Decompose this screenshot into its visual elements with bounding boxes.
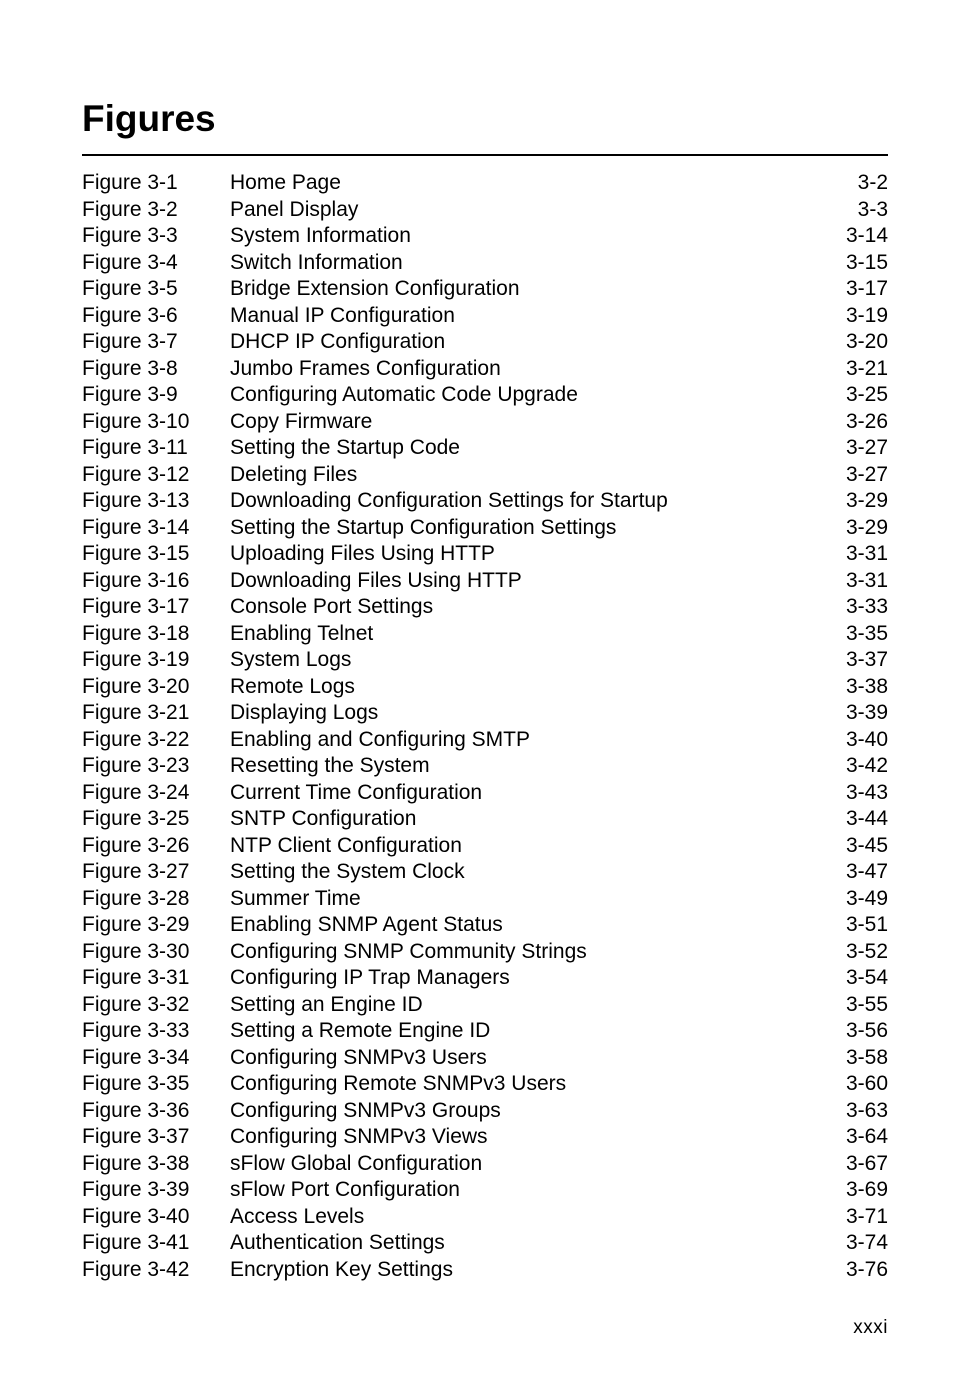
figure-number: Figure 3-7 <box>82 330 178 353</box>
figure-page-ref: 3-56 <box>845 1019 888 1042</box>
page-number: xxxi <box>853 1317 888 1338</box>
figure-entry[interactable] <box>82 1018 888 1045</box>
figure-entry[interactable] <box>82 700 888 727</box>
figure-page-ref: 3-52 <box>845 939 888 963</box>
figure-title: Downloading Configuration Settings for Startup <box>230 489 668 512</box>
figure-page-ref: 3-27 <box>845 436 888 459</box>
figure-number: Figure 3-23 <box>82 754 190 777</box>
figure-number: Figure 3-38 <box>82 1151 190 1175</box>
figure-title: Enabling Telnet <box>230 621 374 645</box>
figure-title: Enabling and Configuring SMTP <box>230 727 531 751</box>
figure-entry[interactable] <box>82 382 888 409</box>
figure-entry[interactable] <box>82 1045 888 1072</box>
figure-number: Figure 3-11 <box>82 436 188 459</box>
figure-entry[interactable] <box>82 939 888 966</box>
figure-title: sFlow Global Configuration <box>230 1151 483 1175</box>
figure-page-ref: 3-21 <box>845 356 888 380</box>
figure-title: Uploading Files Using HTTP <box>230 542 495 565</box>
figure-page-ref: 3-31 <box>845 568 888 592</box>
figure-page-ref: 3-37 <box>845 648 888 671</box>
figure-page-ref: 3-29 <box>845 489 888 512</box>
figure-title: Downloading Files Using HTTP <box>230 568 522 592</box>
figure-title: System Logs <box>230 648 352 671</box>
figure-title: Configuring SNMPv3 Users <box>230 1045 487 1069</box>
figure-entry[interactable] <box>82 674 888 701</box>
figure-number: Figure 3-40 <box>82 1204 190 1228</box>
figure-number: Figure 3-2 <box>82 197 178 221</box>
figure-entry[interactable] <box>82 329 888 356</box>
figure-number: Figure 3-29 <box>82 913 190 936</box>
figure-number: Figure 3-33 <box>82 1019 190 1042</box>
figure-title: Configuring SNMP Community Strings <box>230 939 587 963</box>
figure-entry[interactable] <box>82 170 888 197</box>
figure-number: Figure 3-31 <box>82 966 190 989</box>
figure-title: Enabling SNMP Agent Status <box>230 913 503 936</box>
figure-title: NTP Client Configuration <box>230 833 462 857</box>
figure-entry[interactable] <box>82 250 888 277</box>
figure-title: Displaying Logs <box>230 701 379 724</box>
figure-number: Figure 3-4 <box>82 250 178 274</box>
figure-entry[interactable] <box>82 488 888 515</box>
figure-list <box>82 170 888 1283</box>
figure-title: Home Page <box>230 171 341 194</box>
figure-title: Setting the System Clock <box>230 860 465 883</box>
figure-title: Configuring SNMPv3 Groups <box>230 1098 501 1122</box>
figure-page-ref: 3-39 <box>845 701 888 724</box>
figure-page-ref: 3-20 <box>845 330 888 353</box>
figure-number: Figure 3-27 <box>82 860 190 883</box>
figure-entry[interactable] <box>82 859 888 886</box>
figure-title: Authentication Settings <box>230 1231 445 1254</box>
figure-entry[interactable] <box>82 594 888 621</box>
figure-entry[interactable] <box>82 1151 888 1178</box>
figure-number: Figure 3-41 <box>82 1231 190 1254</box>
figure-number: Figure 3-32 <box>82 992 190 1016</box>
figure-entry[interactable] <box>82 276 888 303</box>
figure-title: Current Time Configuration <box>230 780 483 804</box>
figure-page-ref: 3-58 <box>845 1045 888 1069</box>
figure-entry[interactable] <box>82 515 888 542</box>
figure-page-ref: 3-14 <box>845 224 888 247</box>
figure-entry[interactable] <box>82 409 888 436</box>
figure-title: Configuring SNMPv3 Views <box>230 1125 488 1148</box>
figure-title: Remote Logs <box>230 674 355 698</box>
figure-title: System Information <box>230 224 411 247</box>
figure-title: Configuring Automatic Code Upgrade <box>230 383 578 406</box>
figure-title: Console Port Settings <box>230 595 434 618</box>
figure-page-ref: 3-2 <box>857 171 888 194</box>
figure-title: Configuring IP Trap Managers <box>230 966 510 989</box>
figure-entry[interactable] <box>82 1071 888 1098</box>
figure-entry[interactable] <box>82 435 888 462</box>
figure-number: Figure 3-39 <box>82 1178 190 1201</box>
figure-number: Figure 3-15 <box>82 542 190 565</box>
figure-title: SNTP Configuration <box>230 807 417 830</box>
figure-page-ref: 3-47 <box>845 860 888 883</box>
figure-page-ref: 3-31 <box>845 542 888 565</box>
figure-page-ref: 3-3 <box>857 197 888 221</box>
figure-page-ref: 3-27 <box>845 462 888 486</box>
figure-number: Figure 3-6 <box>82 303 178 327</box>
figure-title: Manual IP Configuration <box>230 303 455 327</box>
figure-entry[interactable] <box>82 621 888 648</box>
figure-number: Figure 3-8 <box>82 356 178 380</box>
figure-number: Figure 3-16 <box>82 568 190 592</box>
figure-entry[interactable] <box>82 965 888 992</box>
figure-number: Figure 3-42 <box>82 1257 190 1281</box>
figure-entry[interactable] <box>82 462 888 489</box>
figure-entry[interactable] <box>82 753 888 780</box>
figure-entry[interactable] <box>82 833 888 860</box>
figure-number: Figure 3-25 <box>82 807 190 830</box>
figure-entry[interactable] <box>82 806 888 833</box>
figure-page-ref: 3-42 <box>845 754 888 777</box>
figure-entry[interactable] <box>82 1177 888 1204</box>
figure-number: Figure 3-18 <box>82 621 190 645</box>
figure-number: Figure 3-37 <box>82 1125 190 1148</box>
figure-title: Deleting Files <box>230 462 358 486</box>
figure-entry[interactable] <box>82 992 888 1019</box>
figure-title: Switch Information <box>230 250 403 274</box>
figure-number: Figure 3-34 <box>82 1045 190 1069</box>
figure-title: DHCP IP Configuration <box>230 330 446 353</box>
figure-entry[interactable] <box>82 568 888 595</box>
figure-page-ref: 3-64 <box>845 1125 888 1148</box>
figure-number: Figure 3-10 <box>82 409 190 433</box>
figure-page-ref: 3-71 <box>845 1204 888 1228</box>
figure-title: sFlow Port Configuration <box>230 1178 460 1201</box>
figure-title: Setting a Remote Engine ID <box>230 1019 491 1042</box>
figure-page-ref: 3-19 <box>845 303 888 327</box>
figure-page-ref: 3-45 <box>845 833 888 857</box>
figure-title: Jumbo Frames Configuration <box>230 356 501 380</box>
figure-number: Figure 3-13 <box>82 489 190 512</box>
page-title: Figures <box>82 98 216 139</box>
figure-title: Summer Time <box>230 886 361 910</box>
figure-entry[interactable] <box>82 1257 888 1284</box>
figure-entry[interactable] <box>82 197 888 224</box>
figure-number: Figure 3-36 <box>82 1098 190 1122</box>
figure-page-ref: 3-69 <box>845 1178 888 1201</box>
figure-number: Figure 3-28 <box>82 886 190 910</box>
figure-page-ref: 3-15 <box>845 250 888 274</box>
figure-number: Figure 3-12 <box>82 462 190 486</box>
figure-entry[interactable] <box>82 1230 888 1257</box>
figure-page-ref: 3-49 <box>845 886 888 910</box>
figure-entry[interactable] <box>82 647 888 674</box>
figure-title: Setting the Startup Code <box>230 436 460 459</box>
figure-number: Figure 3-21 <box>82 701 190 724</box>
figure-page-ref: 3-25 <box>845 383 888 406</box>
figure-entry[interactable] <box>82 1124 888 1151</box>
figure-number: Figure 3-35 <box>82 1072 190 1095</box>
figure-entry[interactable] <box>82 780 888 807</box>
figure-entry[interactable] <box>82 727 888 754</box>
figure-number: Figure 3-22 <box>82 727 190 751</box>
figure-page-ref: 3-51 <box>845 913 888 936</box>
figure-number: Figure 3-5 <box>82 277 178 300</box>
figure-entry[interactable] <box>82 303 888 330</box>
figure-entry[interactable] <box>82 1204 888 1231</box>
figure-title: Resetting the System <box>230 754 430 777</box>
figure-page-ref: 3-26 <box>845 409 888 433</box>
figure-entry[interactable] <box>82 356 888 383</box>
figure-number: Figure 3-24 <box>82 780 190 804</box>
figure-entry[interactable] <box>82 1098 888 1125</box>
figure-title: Bridge Extension Configuration <box>230 277 520 300</box>
figure-number: Figure 3-19 <box>82 648 190 671</box>
figure-title: Configuring Remote SNMPv3 Users <box>230 1072 567 1095</box>
figure-page-ref: 3-74 <box>845 1231 888 1254</box>
figure-page-ref: 3-33 <box>845 595 888 618</box>
figure-entry[interactable] <box>82 912 888 939</box>
figure-page-ref: 3-17 <box>845 277 888 300</box>
figure-page-ref: 3-54 <box>845 966 888 989</box>
figure-entry[interactable] <box>82 886 888 913</box>
figure-title: Setting an Engine ID <box>230 992 423 1016</box>
figure-number: Figure 3-14 <box>82 515 190 539</box>
figure-entry[interactable] <box>82 541 888 568</box>
figure-page-ref: 3-35 <box>845 621 888 645</box>
figure-entry[interactable] <box>82 223 888 250</box>
figure-number: Figure 3-26 <box>82 833 190 857</box>
figure-number: Figure 3-1 <box>82 171 178 194</box>
figure-title: Panel Display <box>230 197 359 221</box>
figure-title: Copy Firmware <box>230 409 373 433</box>
figure-page-ref: 3-40 <box>845 727 888 751</box>
figure-page-ref: 3-55 <box>845 992 888 1016</box>
figure-title: Encryption Key Settings <box>230 1257 453 1281</box>
figure-page-ref: 3-29 <box>845 515 888 539</box>
figure-page-ref: 3-67 <box>845 1151 888 1175</box>
figure-number: Figure 3-20 <box>82 674 190 698</box>
figure-number: Figure 3-30 <box>82 939 190 963</box>
figure-title: Setting the Startup Configuration Settings <box>230 515 617 539</box>
figure-page-ref: 3-76 <box>845 1257 888 1281</box>
figure-page-ref: 3-60 <box>845 1072 888 1095</box>
figure-number: Figure 3-17 <box>82 595 190 618</box>
title-divider <box>82 154 888 156</box>
figure-page-ref: 3-38 <box>845 674 888 698</box>
figure-page-ref: 3-43 <box>845 780 888 804</box>
figure-number: Figure 3-9 <box>82 383 178 406</box>
figure-title: Access Levels <box>230 1204 365 1228</box>
figure-page-ref: 3-63 <box>845 1098 888 1122</box>
figure-number: Figure 3-3 <box>82 224 178 247</box>
figure-page-ref: 3-44 <box>845 807 888 830</box>
